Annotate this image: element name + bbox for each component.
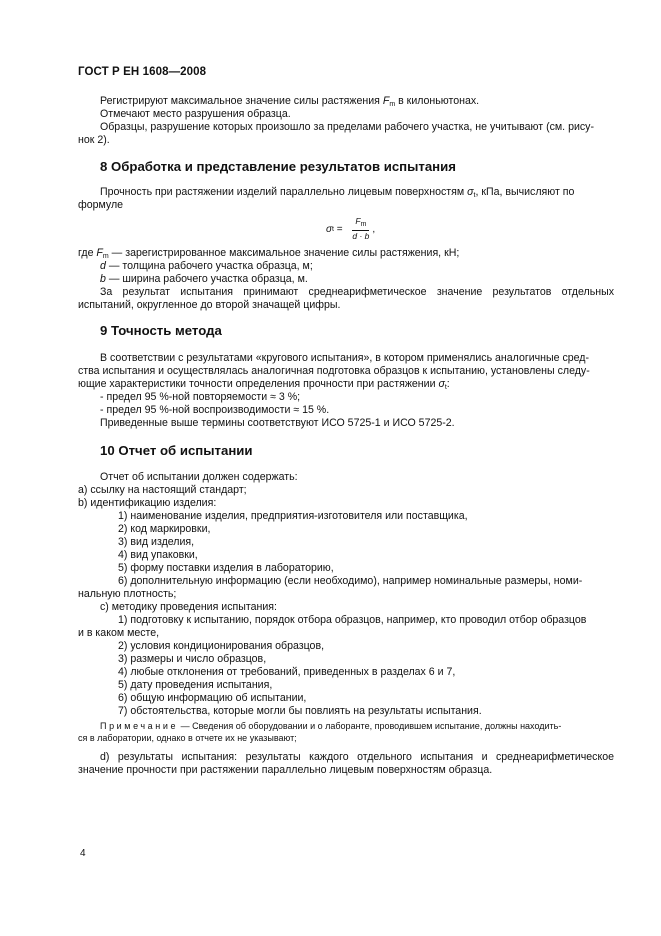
bullet-repeatability: - предел 95 %-ной повторяемости ≈ 3 %;	[100, 391, 301, 403]
sigma: σ	[438, 378, 445, 390]
report-item-b2: 2) код маркировки,	[118, 523, 211, 535]
paragraph-precision-line2: ства испытания и осуществлялась аналогичная подготовка образцов к испытанию, установлены следу-	[78, 365, 590, 377]
numerator-sub: m	[360, 221, 367, 228]
var-f: F	[382, 95, 390, 107]
page-number: 4	[80, 848, 86, 859]
where-b	[100, 273, 308, 286]
paragraph-strength-line2: формуле	[78, 199, 124, 211]
report-item-a: a) ссылку на настоящий стандарт;	[78, 484, 247, 496]
report-item-d-line1: d) результаты испытания: результаты каждого отдельного испытания и среднеарифметическое	[100, 751, 614, 763]
section-8-heading: 8 Обработка и представление результатов испытания	[100, 159, 456, 174]
paragraph-result-line1: За результат испытания принимают среднеарифметическое значение результатов отдельных	[100, 286, 614, 298]
report-item-b: b) идентификацию изделия:	[78, 497, 217, 509]
sub-m: m	[389, 101, 396, 108]
paragraph-precision-line1: В соответствии с результатами «кругового испытания», в котором применялись аналогичные сред-	[100, 352, 590, 364]
report-item-b6-line2: нальную плотность;	[78, 588, 177, 600]
report-item-c3: 3) размеры и число образцов,	[118, 653, 267, 665]
where-d	[100, 260, 313, 273]
paragraph-strength-line1	[100, 186, 574, 202]
report-item-c6: 6) общую информацию об испытании,	[118, 692, 307, 704]
section-9-heading: 9 Точность метода	[100, 323, 222, 338]
sub-t: t	[444, 384, 447, 391]
paragraph-mark-break: Отмечают место разрушения образца.	[100, 108, 291, 120]
text: где	[78, 247, 97, 259]
formula-equals: =	[333, 223, 346, 235]
formula-lhs: σ	[326, 223, 333, 235]
report-item-b6-line1: 6) дополнительную информацию (если необходимо), например номинальные размеры, номи-	[118, 575, 583, 587]
paragraph-discard-line2: нок 2).	[78, 134, 110, 146]
report-item-c2: 2) условия кондиционирования образцов,	[118, 640, 325, 652]
note-line2: ся в лаборатории, однако в отчете их не указывают;	[78, 733, 297, 743]
report-item-c4: 4) любые отклонения от требований, приведенных в разделах 6 и 7,	[118, 666, 456, 678]
report-lead: Отчет об испытании должен содержать:	[100, 471, 298, 483]
report-item-b5: 5) форму поставки изделия в лабораторию,	[118, 562, 334, 574]
report-item-c7: 7) обстоятельства, которые могли бы повлиять на результаты испытания.	[118, 705, 482, 717]
numerator-var: F	[355, 216, 361, 226]
report-item-c1-line2: и в каком месте,	[78, 627, 160, 639]
report-item-b3: 3) вид изделия,	[118, 536, 195, 548]
var-b: b	[100, 273, 106, 285]
paragraph-terms: Приведенные выше термины соответствуют ИСО 5725-1 и ИСО 5725-2.	[100, 417, 455, 429]
report-item-c1-line1: 1) подготовку к испытанию, порядок отбора образцов, например, кто проводил отбор образцов	[118, 614, 587, 626]
formula-lhs-sub: t	[332, 225, 334, 233]
bullet-reproducibility: - предел 95 %-ной воспроизводимости ≈ 15 %.	[100, 404, 330, 416]
text: — ширина рабочего участка образца, м.	[105, 273, 308, 285]
text: Регистрируют максимальное значение силы растяжения	[100, 95, 383, 107]
report-item-d-line2: значение прочности при растяжении параллельно лицевым поверхностям образца.	[78, 764, 493, 776]
text: :	[446, 378, 450, 390]
formula-fraction	[349, 216, 372, 242]
report-item-c5: 5) дату проведения испытания,	[118, 679, 273, 691]
var-d: d	[100, 260, 106, 272]
text: Прочность при растяжении изделий параллельно лицевым поверхностям	[100, 186, 468, 198]
text: — зарегистрированное максимальное значение силы растяжения, кН;	[108, 247, 460, 259]
sigma: σ	[467, 186, 474, 198]
paragraph-result-line2: испытаний, округленное до второй значащей цифры.	[78, 299, 341, 311]
text: — толщина рабочего участка образца, м;	[105, 260, 313, 272]
sub-t: t	[473, 192, 476, 199]
document-header: ГОСТ Р ЕН 1608—2008	[78, 66, 207, 78]
text: в килоньютонах.	[395, 95, 480, 107]
formula-comma: ,	[372, 223, 376, 235]
var-f: F	[96, 247, 103, 259]
section-10-heading: 10 Отчет об испытании	[100, 443, 253, 458]
text: ющие характеристики точности определения прочности при растяжении	[78, 378, 439, 390]
paragraph-discard-line1: Образцы, разрушение которых произошло за пределами рабочего участка, не учитывают (см. рису-	[100, 121, 594, 133]
sub-m: m	[102, 253, 109, 260]
report-item-b1: 1) наименование изделия, предприятия-изготовителя или поставщика,	[118, 510, 468, 522]
formula	[326, 216, 375, 242]
formula-denominator	[349, 231, 372, 242]
note-text: — Сведения об оборудовании и о лаборанте, проводившем испытание, должны находить-	[178, 721, 562, 731]
note-label: Примечание	[100, 721, 179, 731]
denominator-text: d · b	[352, 231, 370, 241]
report-item-c: c) методику проведения испытания:	[100, 601, 277, 613]
formula-numerator	[352, 216, 369, 231]
text: , кПа, вычисляют по	[475, 186, 575, 198]
report-item-b4: 4) вид упаковки,	[118, 549, 198, 561]
